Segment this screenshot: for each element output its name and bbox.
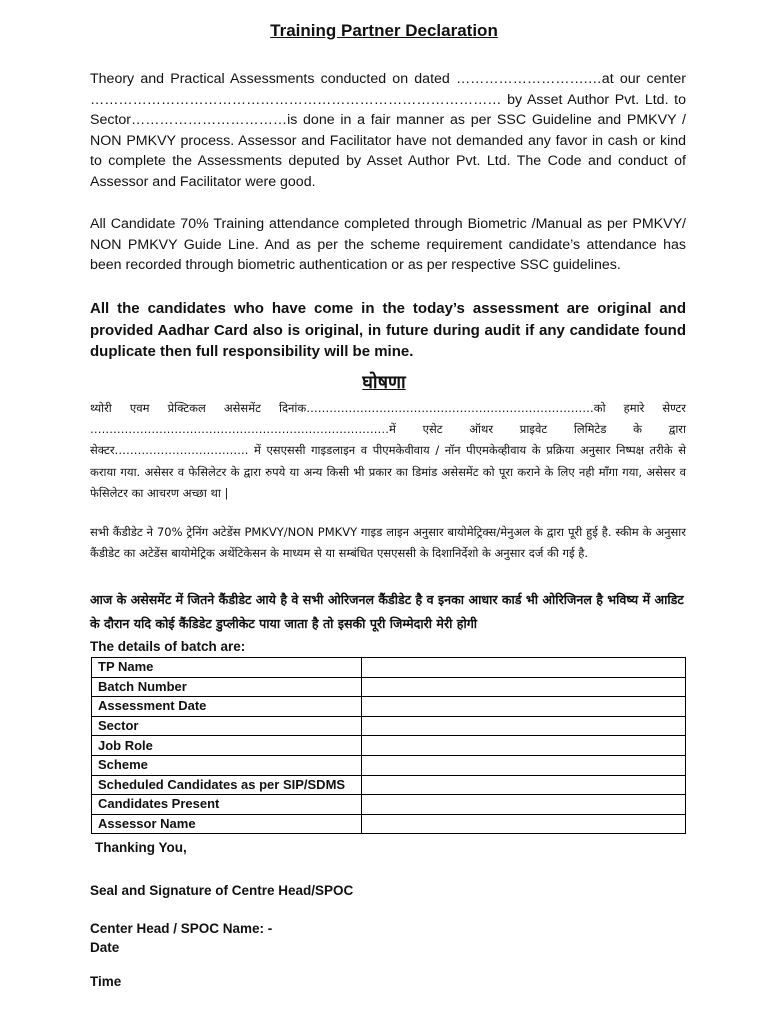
field-value[interactable] bbox=[362, 795, 686, 815]
batch-details-caption: The details of batch are: bbox=[90, 639, 246, 654]
field-value[interactable] bbox=[362, 697, 686, 717]
table-row bbox=[92, 677, 686, 697]
attendance-paragraph-hi: सभी कैंडीडेट ने 70% ट्रेनिंग अटेडेंस PMKVY/NON PMKVY गाइड लाइन अनुसार बायोमेट्रिक्स/मेनुअल के द्वारा पूरी हुई है. स्कीम के अनुसार कैंडीडेट का अटेडेंस बायोमेट्रिक अथेंटिकेसन के माध्यम से या सम्बंधित एसएससी के दिशानिर्देशो के अनुसार दर्ज की गई है. bbox=[90, 525, 686, 561]
field-value[interactable] bbox=[362, 814, 686, 834]
field-label: Job Role bbox=[92, 736, 362, 756]
field-label: Assessor Name bbox=[92, 814, 362, 834]
field-value[interactable] bbox=[362, 658, 686, 678]
field-value[interactable] bbox=[362, 775, 686, 795]
table-row bbox=[92, 697, 686, 717]
seal-signature-line: Seal and Signature of Centre Head/SPOC bbox=[90, 883, 354, 898]
table-row bbox=[92, 775, 686, 795]
batch-details-body bbox=[92, 658, 686, 834]
candidate-originality-paragraph-en: All the candidates who have come in the today’s assessment are original and provided Aadhar Card also is original, in future during audit if any candidate found duplicate then full responsibility will be mine. bbox=[90, 300, 686, 360]
spoc-name-line: Center Head / SPOC Name: - bbox=[90, 921, 273, 936]
hindi-declaration-heading: घोषणा bbox=[362, 372, 406, 393]
field-value[interactable] bbox=[362, 755, 686, 775]
field-label: Assessment Date bbox=[92, 697, 362, 717]
table-row bbox=[92, 736, 686, 756]
field-label: Scheduled Candidates as per SIP/SDMS bbox=[92, 775, 362, 795]
assessment-paragraph-en: Theory and Practical Assessments conducted on dated ……………………….…at our center …………………………………………………………………………… by Asset Author Pvt. Ltd. to Sector……………………………is done in a fair manner as per SSC Guideline and PMKVY / NON PMKVY process. Assessor and Facilitator have not demanded any favor in cash or kind to complete the Assessments deputed by Asset Author Pvt. Ltd. The Code and conduct of Assessor and Facilitator were good. bbox=[90, 71, 686, 190]
field-value[interactable] bbox=[362, 677, 686, 697]
field-label: Sector bbox=[92, 716, 362, 736]
field-value[interactable] bbox=[362, 736, 686, 756]
field-label: TP Name bbox=[92, 658, 362, 678]
field-label: Scheme bbox=[92, 755, 362, 775]
field-label: Batch Number bbox=[92, 677, 362, 697]
attendance-paragraph-en: All Candidate 70% Training attendance completed through Biometric /Manual as per PMKVY/ NON PMKVY Guide Line. And as per the scheme requirement candidate’s attendance has been recorded through biometric authentication or as per respective SSC guidelines. bbox=[90, 216, 686, 274]
batch-details-table bbox=[91, 657, 686, 834]
field-value[interactable] bbox=[362, 716, 686, 736]
table-row bbox=[92, 814, 686, 834]
table-row bbox=[92, 795, 686, 815]
table-row bbox=[92, 716, 686, 736]
document-title: Training Partner Declaration bbox=[270, 21, 498, 40]
candidate-originality-paragraph-hi: आज के असेसमेंट में जितने कैंडीडेट आये है वे सभी ओरिजनल कैंडीडेट है व इनका आधार कार्ड भी ओरिजिनल है भविष्य में आडिट के दौरान यदि कोई कैंडिडेट डुप्लीकेट पाया जाता है तो इसकी पूरी जिम्मेदारी मेरी होगी bbox=[90, 592, 684, 631]
table-row bbox=[92, 755, 686, 775]
table-row bbox=[92, 658, 686, 678]
assessment-paragraph-hi: थ्योरी एवम प्रेक्टिकल असेसमेंट दिनांक…………………………………………………………………को हमारे सेण्टर ……………………………………………………………………में एसेट ऑथर प्राइवेट लिमिटेड के द्वारा सेक्टर…………………………….. में एसएससी गाइडलाइन व पीएमकेवीवाय / नॉन पीएमकेव्हीवाय के प्रक्रिया अनुसार निष्पक्ष तरीके से कराया गया. असेसर व फेसिलेटर के द्वारा रुपये या अन्य किसी भी प्रकार का डिमांड असेसमेंट को पूरा कराने के लिए नही माँगा गया, असेसर व फेसिलेटर का आचरण अच्छा था | bbox=[90, 401, 686, 500]
field-label: Candidates Present bbox=[92, 795, 362, 815]
date-label: Date bbox=[90, 940, 120, 955]
time-label: Time bbox=[90, 974, 122, 989]
closing-thanks: Thanking You, bbox=[95, 840, 187, 855]
